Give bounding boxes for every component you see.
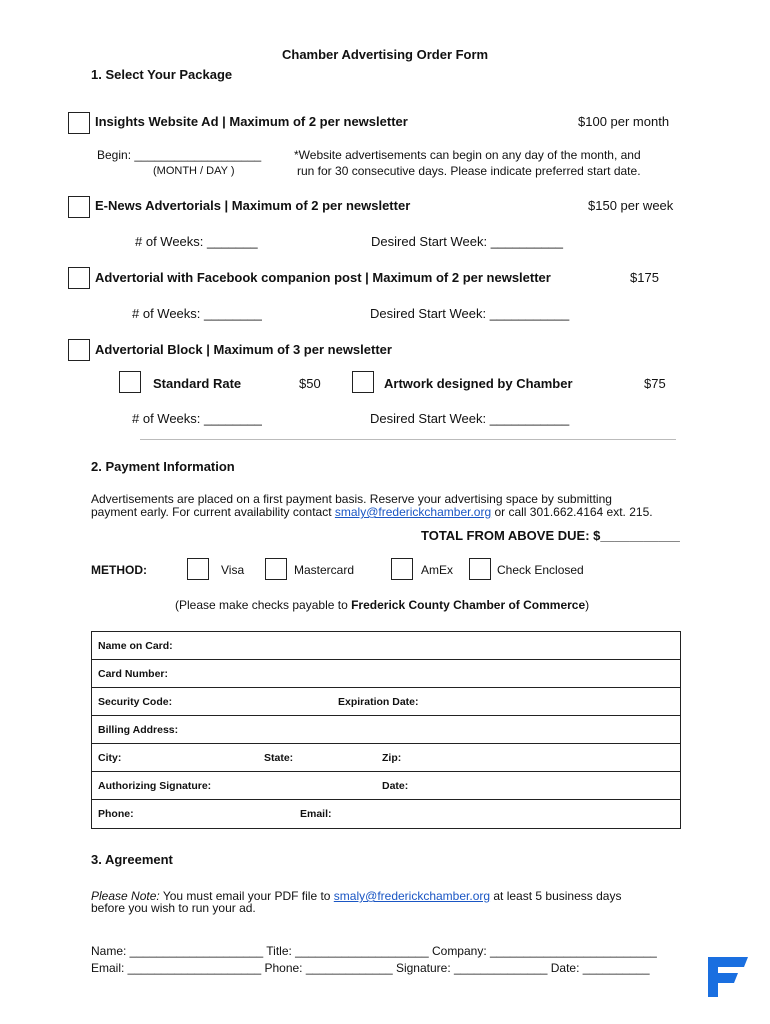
artwork-checkbox[interactable] xyxy=(352,371,374,393)
standard-rate-label: Standard Rate xyxy=(153,376,242,391)
agreement-note-line2: before you wish to run your ad. xyxy=(91,901,256,915)
agreement-note-pre: You must email your PDF file to xyxy=(159,889,334,903)
check-enclosed-label: Check Enclosed xyxy=(497,563,584,577)
begin-field[interactable]: Begin: ___________________ xyxy=(97,148,262,162)
package3-label: Advertorial with Facebook companion post | Maximum of 2 per newsletter xyxy=(95,270,551,285)
package1-checkbox[interactable] xyxy=(68,112,90,134)
section1-heading: 1. Select Your Package xyxy=(91,67,233,82)
payment-paragraph-pre: payment early. For current availability contact xyxy=(91,505,335,519)
payment-paragraph-line1: Advertisements are placed on a first payment basis. Reserve your advertising space by submitting xyxy=(91,492,612,506)
expiration-date-label: Expiration Date: xyxy=(338,696,419,708)
website-note-line1: *Website advertisements can begin on any day of the month, and xyxy=(294,148,641,162)
package4-label: Advertorial Block | Maximum of 3 per newsletter xyxy=(95,342,392,357)
package3-weeks-field[interactable]: # of Weeks: ________ xyxy=(132,306,262,321)
package2-checkbox[interactable] xyxy=(68,196,90,218)
agreement-line1-fields[interactable]: Name: ____________________ Title: ____________________ Company: _________________________ xyxy=(91,944,657,958)
agreement-note-post: at least 5 business days xyxy=(490,889,622,903)
package1-price: $100 per month xyxy=(578,114,670,129)
authorizing-signature-label: Authorizing Signature: xyxy=(98,780,212,792)
standard-rate-price: $50 xyxy=(299,376,321,391)
name-on-card-row[interactable] xyxy=(92,632,680,660)
package4-weeks-field[interactable]: # of Weeks: ________ xyxy=(132,411,262,426)
date-label: Date: xyxy=(382,780,409,792)
visa-label: Visa xyxy=(221,563,245,577)
phone-email-row[interactable] xyxy=(92,800,680,828)
package2-weeks-field[interactable]: # of Weeks: _______ xyxy=(135,234,258,249)
phone-label: Phone: xyxy=(98,808,134,820)
agreement-note-label: Please Note: xyxy=(91,889,160,903)
payment-paragraph-line2 xyxy=(91,505,653,519)
package2-price: $150 per week xyxy=(588,198,674,213)
state-label: State: xyxy=(264,752,294,764)
checks-payable-pre: (Please make checks payable to xyxy=(175,598,352,612)
package3-price: $175 xyxy=(630,270,659,285)
section-divider xyxy=(140,439,676,440)
billing-address-label: Billing Address: xyxy=(98,724,179,736)
security-row[interactable] xyxy=(92,688,680,716)
name-on-card-label: Name on Card: xyxy=(98,640,173,652)
amex-checkbox[interactable] xyxy=(391,558,413,580)
section2-heading: 2. Payment Information xyxy=(91,459,235,474)
mastercard-checkbox[interactable] xyxy=(265,558,287,580)
city-state-zip-row[interactable] xyxy=(92,744,680,772)
begin-hint: (MONTH / DAY ) xyxy=(153,165,235,177)
package4-checkbox[interactable] xyxy=(68,339,90,361)
agreement-line2-fields[interactable]: Email: ____________________ Phone: _____________ Signature: ______________ Date: __________ xyxy=(91,961,650,975)
section3-heading: 3. Agreement xyxy=(91,852,173,867)
payment-paragraph-post: or call 301.662.4164 ext. 215. xyxy=(491,505,653,519)
email-label: Email: xyxy=(300,808,332,820)
package2-label: E-News Advertorials | Maximum of 2 per newsletter xyxy=(95,198,411,213)
package4-start-field[interactable]: Desired Start Week: ___________ xyxy=(370,411,570,426)
form-title: Chamber Advertising Order Form xyxy=(282,47,489,62)
standard-rate-checkbox[interactable] xyxy=(119,371,141,393)
artwork-label: Artwork designed by Chamber xyxy=(384,376,573,391)
f-logo-icon xyxy=(706,955,750,999)
website-note-line2: run for 30 consecutive days. Please indicate preferred start date. xyxy=(297,164,641,178)
package3-checkbox[interactable] xyxy=(68,267,90,289)
security-code-label: Security Code: xyxy=(98,696,173,708)
package3-start-field[interactable]: Desired Start Week: ___________ xyxy=(370,306,570,321)
method-label: METHOD: xyxy=(91,563,147,577)
zip-label: Zip: xyxy=(382,752,402,764)
mastercard-label: Mastercard xyxy=(294,563,355,577)
total-due[interactable]: TOTAL FROM ABOVE DUE: $___________ xyxy=(421,528,680,543)
visa-checkbox[interactable] xyxy=(187,558,209,580)
checks-payable-post: ) xyxy=(585,598,590,612)
agreement-email-link[interactable]: smaly@frederickchamber.org xyxy=(333,889,491,903)
card-info-table xyxy=(91,631,681,829)
city-label: City: xyxy=(98,752,122,764)
billing-address-row[interactable] xyxy=(92,716,680,744)
signature-row[interactable] xyxy=(92,772,680,800)
check-enclosed-checkbox[interactable] xyxy=(469,558,491,580)
amex-label: AmEx xyxy=(421,563,454,577)
card-number-label: Card Number: xyxy=(98,668,169,680)
artwork-price: $75 xyxy=(644,376,666,391)
card-number-row[interactable] xyxy=(92,660,680,688)
payment-email-link[interactable]: smaly@frederickchamber.org xyxy=(334,505,492,519)
checks-payable-org: Frederick County Chamber of Commerce xyxy=(351,598,586,612)
package2-start-field[interactable]: Desired Start Week: __________ xyxy=(371,234,563,249)
checks-payable-note xyxy=(175,598,589,612)
package1-label: Insights Website Ad | Maximum of 2 per newsletter xyxy=(95,114,408,129)
